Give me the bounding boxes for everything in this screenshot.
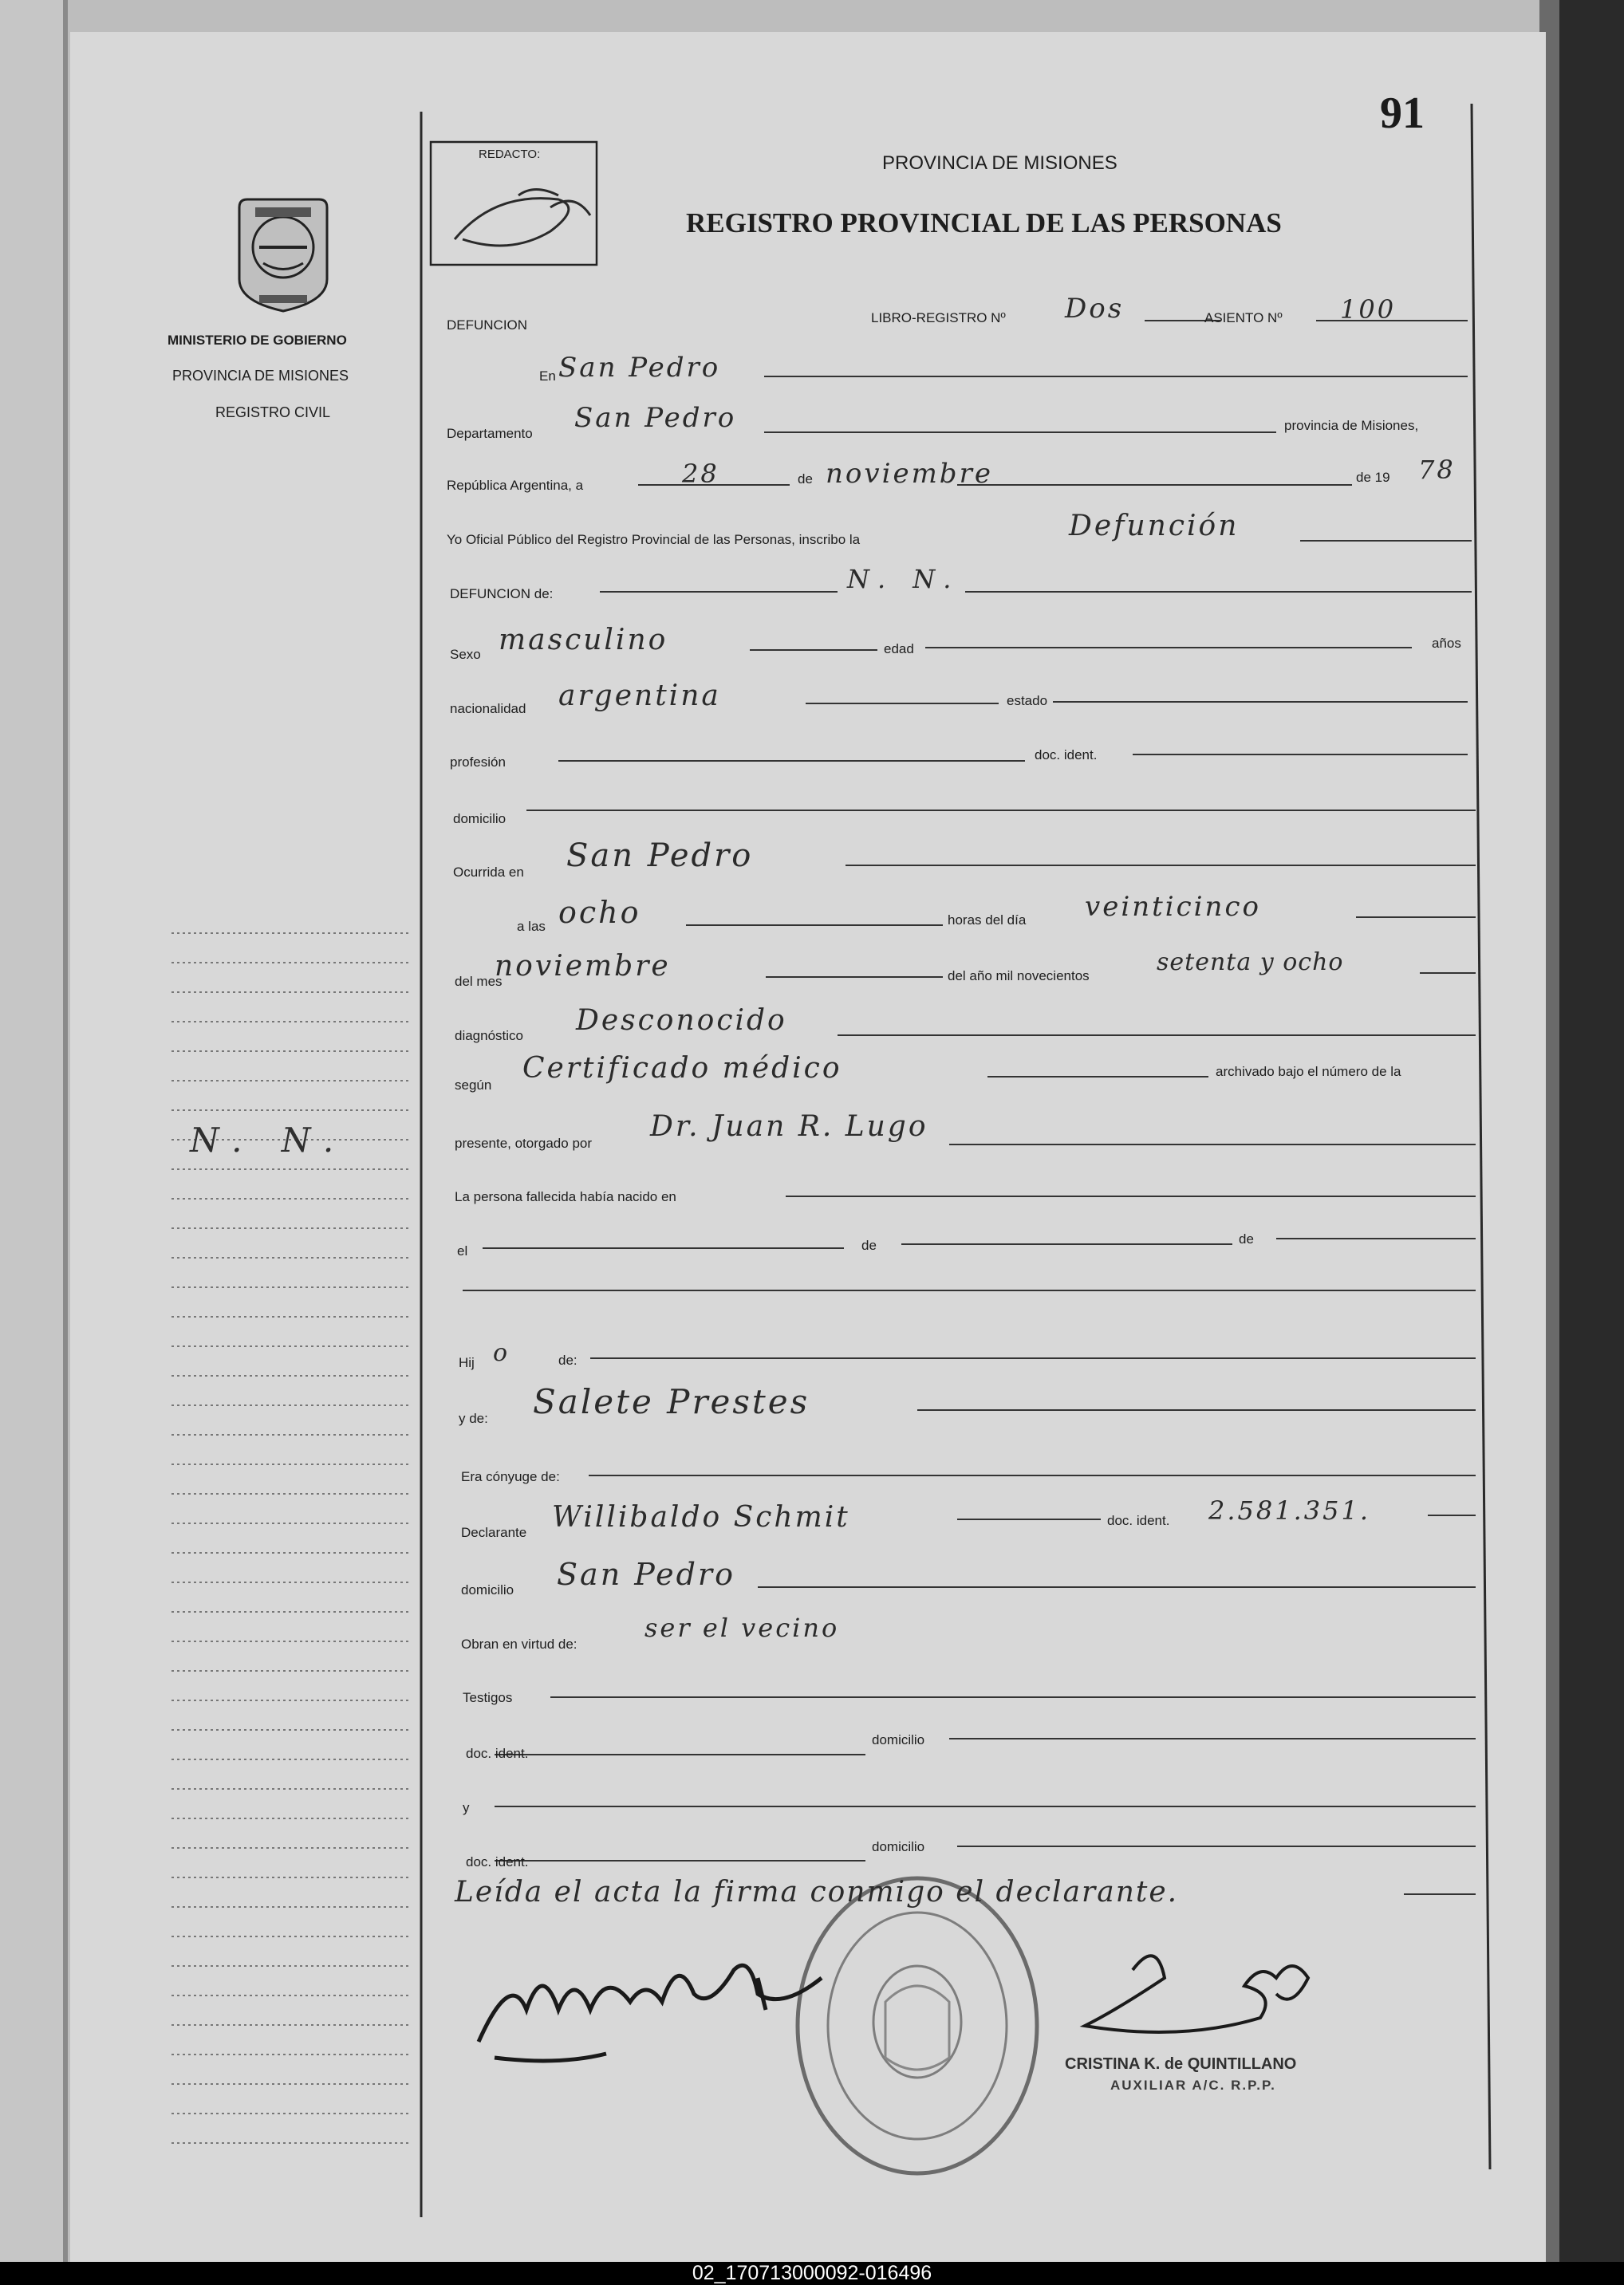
presente-value: Dr. Juan R. Lugo [650,1110,928,1143]
nacionalidad-label: nacionalidad [450,701,526,716]
file-name-label: 02_170713000092-016496 [692,2262,932,2284]
obran-value: ser el vecino [644,1613,840,1643]
estado-label: estado [1007,693,1048,708]
registry-label: REGISTRO CIVIL [215,404,331,420]
domicilio-label: domicilio [453,811,507,826]
hij-value: o [493,1339,510,1367]
en-label: En [539,368,556,384]
horas-value: veinticinco [1085,891,1261,923]
mes-label: del mes [455,974,503,989]
defuncion-de-label: DEFUNCION de: [450,586,554,601]
ministry-label: MINISTERIO DE GOBIERNO [168,333,347,348]
de1-label: de [861,1238,877,1253]
day-value: 28 [682,459,719,489]
record-type-label: DEFUNCION [447,317,528,333]
declarante-doc-value: 2.581.351. [1208,1495,1371,1526]
hij-de-label: de: [558,1353,577,1368]
nacido-label: La persona fallecida había nacido en [455,1189,676,1204]
sexo-label: Sexo [450,647,481,662]
edad-label: edad [884,641,914,656]
t1-dom-label: domicilio [872,1732,925,1747]
page-number: 91 [1380,89,1425,138]
departamento-label: Departamento [447,426,533,441]
coat-of-arms-logo [239,199,327,311]
horas-label: horas del día [948,912,1027,928]
yde-value: Salete Prestes [533,1382,810,1421]
year-label: de 19 [1356,470,1390,485]
ocurrida-label: Ocurrida en [453,865,524,880]
alas-value: ocho [558,895,641,930]
declarante-label: Declarante [461,1525,527,1540]
presente-label: presente, otorgado por [455,1136,593,1151]
ano-label: del año mil novecientos [948,968,1090,983]
republica-label: República Argentina, a [447,478,584,493]
closing-statement: Leída el acta la firma conmigo el declarante. [455,1876,1179,1909]
t1-doc-label: doc. ident. [466,1746,529,1761]
archivado-label: archivado bajo el número de la [1216,1064,1401,1079]
oficial-value: Defunción [1069,510,1240,542]
oficial-label: Yo Oficial Público del Registro Provincial de las Personas, inscribo la [447,532,861,547]
obran-label: Obran en virtud de: [461,1637,577,1652]
profesion-label: profesión [450,754,506,770]
t2-doc-label: doc. ident. [466,1854,529,1869]
official-name: CRISTINA K. de QUINTILLANO [1065,2055,1297,2073]
yde-label: y de: [459,1411,488,1426]
doc-ident-label: doc. ident. [1035,747,1098,762]
registry-title: REGISTRO PROVINCIAL DE LAS PERSONAS [686,207,1282,238]
t2-dom-label: domicilio [872,1839,925,1854]
departamento-value: San Pedro [574,402,737,434]
libro-label: LIBRO-REGISTRO Nº [871,310,1006,325]
en-value: San Pedro [558,352,721,384]
province-label: PROVINCIA DE MISIONES [172,368,349,384]
margin-note: N. N. [190,1121,349,1160]
ocurrida-value: San Pedro [566,837,754,874]
testigos-label: Testigos [463,1690,513,1705]
redacto-label: REDACTO: [479,148,541,161]
official-title: AUXILIAR A/C. R.P.P. [1110,2078,1276,2093]
segun-label: según [455,1077,492,1093]
asiento-label: ASIENTO Nº [1204,310,1283,325]
declarante-domicilio-label: domicilio [461,1582,514,1598]
diagnostico-value: Desconocido [576,1004,787,1037]
conyuge-label: Era cónyuge de: [461,1469,560,1484]
de-label: de [798,471,813,487]
hij-label: Hij [459,1355,475,1370]
diagnostico-label: diagnóstico [455,1028,524,1043]
province-title: PROVINCIA DE MISIONES [882,152,1117,174]
asiento-value: 100 [1340,294,1397,325]
anos-label: años [1432,636,1461,651]
nacionalidad-value: argentina [558,680,721,712]
segun-value: Certificado médico [522,1052,842,1085]
declarante-domicilio-value: San Pedro [557,1557,735,1592]
libro-value: Dos [1065,293,1125,325]
el-label: el [457,1243,468,1259]
alas-label: a las [517,919,546,934]
defuncion-de-value: N. N. [847,564,961,594]
y-label: y [463,1800,470,1815]
declarante-doc-label: doc. ident. [1107,1513,1170,1528]
mes-value: noviembre [495,950,671,983]
declarante-value: Willibaldo Schmit [552,1501,850,1534]
de2-label: de [1239,1231,1254,1247]
ano-value: setenta y ocho [1157,948,1344,976]
month-value: noviembre [826,458,993,490]
provincia-suffix: provincia de Misiones, [1284,418,1419,433]
sexo-value: masculino [499,624,668,656]
year-value: 78 [1418,455,1456,485]
